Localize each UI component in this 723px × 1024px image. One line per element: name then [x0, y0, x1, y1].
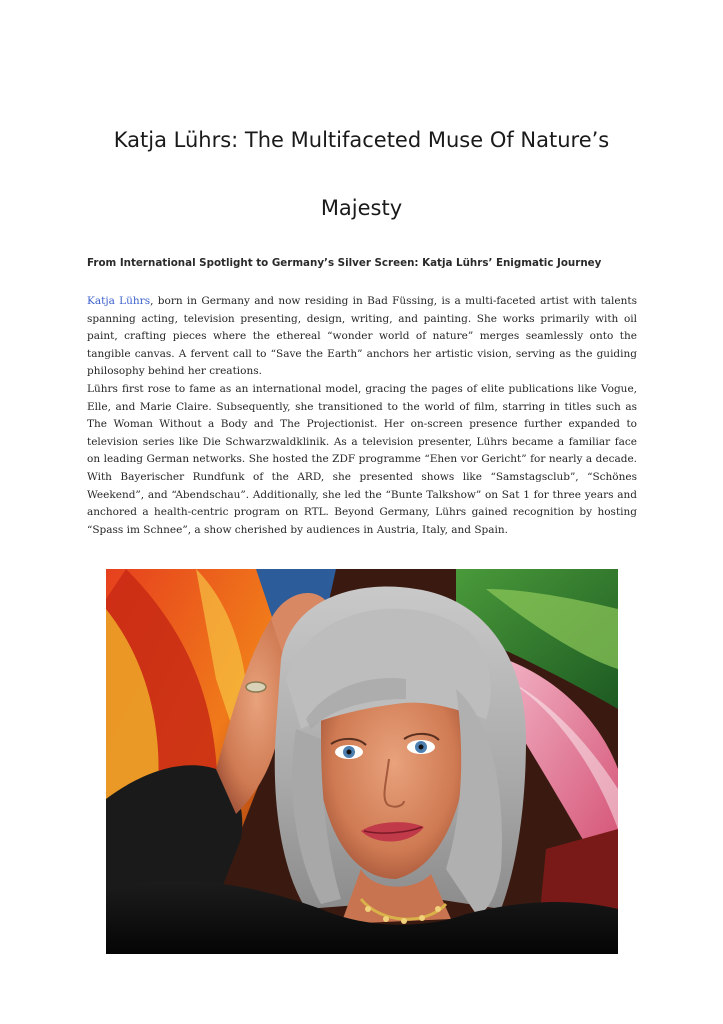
- paragraph-intro: [87, 293, 637, 381]
- portrait-photo: [106, 569, 618, 954]
- section-subheading: From International Spotlight to Germany’s Silver Screen: Katja Lührs’ Enigmatic Journey: [87, 257, 602, 269]
- paragraph-intro-text: , born in Germany and now residing in Bad Füssing, is a multi-faceted artist with talents spanning acting, television presenting, design, writing, and painting. She works primarily with oil paint, crafting pieces where the ethereal “wonder world of nature” merges seamlessly onto the tangible canvas. A fervent call to “Save the Earth” anchors her artistic vision, serving as the guiding philosophy behind her creations.: [87, 295, 637, 378]
- paragraph-career: Lührs first rose to fame as an international model, gracing the pages of elite publications like Vogue, Elle, and Marie Claire. Subsequently, she transitioned to the world of film, starring in titles such as The Woman Without a Body and The Projectionist. Her on-screen presence further expanded to television series like Die Schwarzwaldklinik. As a television presenter, Lührs became a familiar face on leading German networks. She hosted the ZDF programme “Ehen vor Gericht” for nearly a decade. With Bayerischer Rundfunk of the ARD, she presented shows like “Samstagsclub”, “Schönes Weekend”, and “Abendschau”. Additionally, she led the “Bunte Talkshow” on Sat 1 for three years and anchored a health-centric program on RTL. Beyond Germany, Lührs gained recognition by hosting “Spass im Schnee”, a show cherished by audiences in Austria, Italy, and Spain.: [87, 382, 637, 536]
- katja-luhrs-link[interactable]: Katja Lührs: [87, 295, 151, 307]
- page-title-line-1: Katja Lührs: The Multifaceted Muse Of Nature’s: [113, 128, 610, 152]
- article-body: [87, 293, 637, 539]
- portrait-illustration: [106, 569, 618, 954]
- page-title-line-2: Majesty: [320, 196, 403, 220]
